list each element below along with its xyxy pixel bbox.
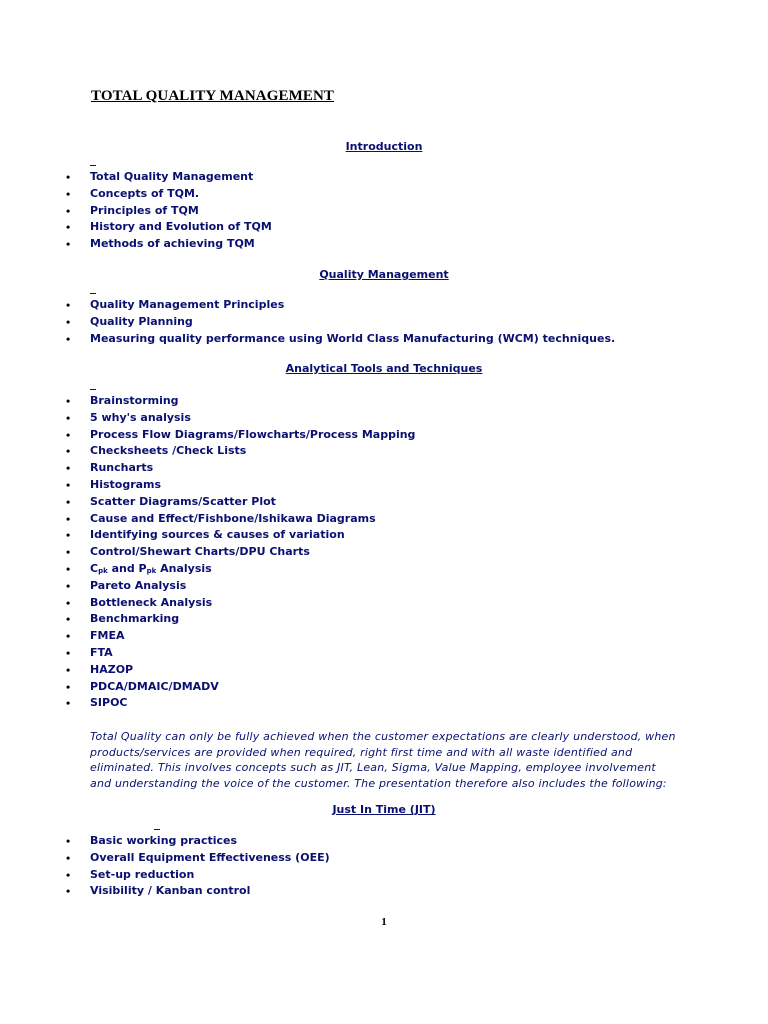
list-item-text: Principles of TQM <box>90 203 199 217</box>
list-item-text: Measuring quality performance using World Class Manufacturing (WCM) techniques. <box>90 331 616 345</box>
bullet-icon: • <box>66 186 71 201</box>
bullet-icon: • <box>66 298 71 312</box>
bullet-icon: • <box>66 427 71 442</box>
list-item-text: Cause and Effect/Fishbone/Ishikawa Diagrams <box>90 511 376 525</box>
bullet-icon: • <box>66 511 71 526</box>
list-item-text: Set-up reduction <box>90 867 195 881</box>
document-title: TOTAL QUALITY MANAGEMENT <box>91 88 334 104</box>
bullet-icon: • <box>66 314 71 329</box>
page-number: 1 <box>381 916 387 928</box>
list-item-text: Brainstorming <box>90 394 179 407</box>
bullet-icon: • <box>66 612 71 627</box>
bullet-icon: • <box>66 561 71 576</box>
bullet-icon: • <box>66 645 71 660</box>
list-item-text: Histograms <box>90 477 162 491</box>
list-dash-marker <box>90 389 96 390</box>
list-item-text: Runcharts <box>90 461 154 475</box>
list-item-text: FMEA <box>90 629 125 643</box>
list-item-text: HAZOP <box>90 662 134 676</box>
list-item-text: Scatter Diagrams/Scatter Plot <box>90 494 276 508</box>
list-item-text: Pareto Analysis <box>90 578 187 592</box>
list-item-text: Visibility / Kanban control <box>90 884 251 898</box>
bullet-icon: • <box>66 884 71 899</box>
bullet-icon: • <box>66 170 71 184</box>
list-item-text: Quality Management Principles <box>90 298 285 311</box>
bullet-icon: • <box>66 679 71 694</box>
bullet-icon: • <box>66 220 71 235</box>
list-item-text: Identifying sources & causes of variation <box>90 528 345 542</box>
bullet-icon: • <box>66 850 71 865</box>
bullet-icon: • <box>66 477 71 492</box>
bullet-icon: • <box>66 578 71 593</box>
list-item-text: Process Flow Diagrams/Flowcharts/Process Mapping <box>90 427 416 441</box>
bullet-icon: • <box>66 237 71 252</box>
list-dash-marker <box>154 829 160 830</box>
bullet-icon: • <box>66 394 71 408</box>
bullet-icon: • <box>66 444 71 459</box>
paragraph-line: and understanding the voice of the customer. The presentation therefore also includes the following: <box>90 776 667 790</box>
list-item-text: FTA <box>90 645 113 659</box>
bullet-icon: • <box>66 662 71 677</box>
list-item-text: History and Evolution of TQM <box>90 220 272 234</box>
list-item-text: Checksheets /Check Lists <box>90 444 247 458</box>
list-item-text: SIPOC <box>90 696 128 710</box>
list-item-text: Overall Equipment Effectiveness (OEE) <box>90 850 330 864</box>
bullet-icon: • <box>66 696 71 711</box>
bullet-icon: • <box>66 331 71 346</box>
bullet-icon: • <box>66 203 71 218</box>
list-item-text: Control/Shewart Charts/DPU Charts <box>90 545 310 559</box>
list-item-text: 5 why's analysis <box>90 410 191 424</box>
section-heading-quality-management: Quality Management <box>319 268 449 281</box>
section-heading-analytical-tools: Analytical Tools and Techniques <box>285 362 483 375</box>
list-item-text: Concepts of TQM. <box>90 186 200 200</box>
intro-paragraph <box>90 729 690 791</box>
bullet-icon: • <box>66 410 71 425</box>
list-dash-marker <box>90 293 96 294</box>
bullet-icon: • <box>66 867 71 882</box>
paragraph-line: eliminated. This involves concepts such as JIT, Lean, Sigma, Value Mapping, employee involvement <box>90 761 656 774</box>
section-heading-introduction: Introduction <box>345 140 423 153</box>
bullet-icon: • <box>66 629 71 644</box>
list-item-text: Methods of achieving TQM <box>90 237 255 251</box>
bullet-icon: • <box>66 545 71 560</box>
bullet-icon: • <box>66 834 71 848</box>
list-item-text: Basic working practices <box>90 834 238 847</box>
paragraph-line: Total Quality can only be fully achieved when the customer expectations are clearly understood, when <box>90 730 676 743</box>
paragraph-line: products/services are provided when required, right first time and with all waste identified and <box>90 745 633 759</box>
list-dash-marker <box>90 165 96 166</box>
bullet-icon: • <box>66 595 71 610</box>
list-item-text: $C_{pk}$ and $P_{pk}$ Analysis <box>90 561 212 575</box>
list-item-text: PDCA/DMAIC/DMADV <box>90 679 219 693</box>
list-item-text: Bottleneck Analysis <box>90 595 213 609</box>
list-item-text: Quality Planning <box>90 314 193 328</box>
bullet-icon: • <box>66 528 71 543</box>
list-item-text: Total Quality Management <box>90 170 254 183</box>
bullet-icon: • <box>66 461 71 476</box>
list-item-text: Benchmarking <box>90 612 180 626</box>
bullet-icon: • <box>66 494 71 509</box>
section-heading-jit: Just In Time (JIT) <box>332 803 436 816</box>
